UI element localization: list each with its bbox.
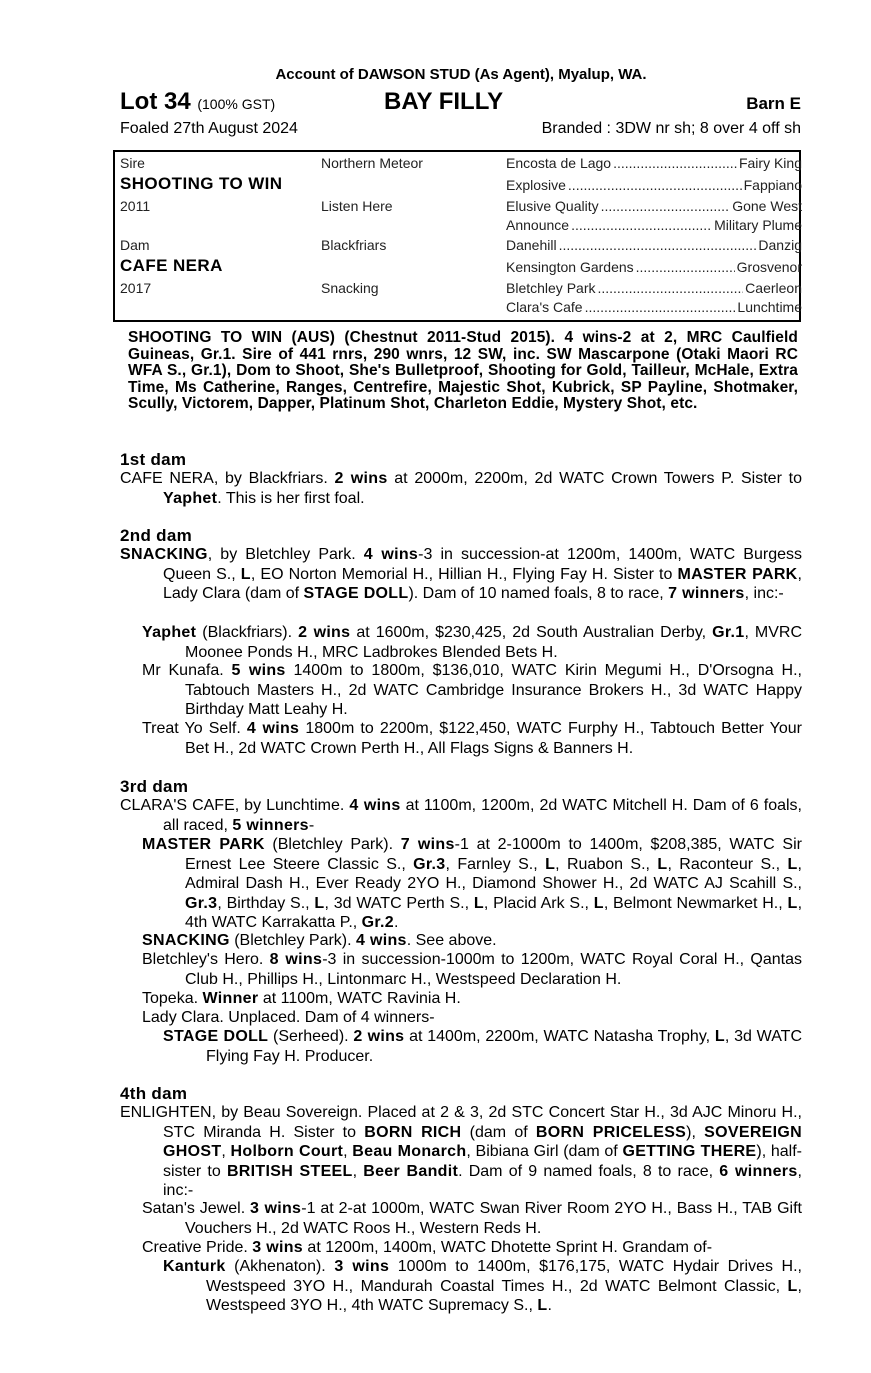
ancestor-name: Bletchley Park xyxy=(506,280,596,296)
ancestor-name: Caerleon xyxy=(745,280,802,296)
account-line: Account of DAWSON STUD (As Agent), Myalup, WA. xyxy=(275,66,647,83)
section-heading-4th-dam: 4th dam xyxy=(120,1084,188,1103)
ancestor-name: Fappiano xyxy=(743,177,802,193)
progeny-entry: Treat Yo Self. 4 wins 1800m to 2200m, $122,450, WATC Furphy H., Tabtouch Better Your Bet H., 2d WATC Crown Perth H., All Flags Signs & Banners H. xyxy=(142,720,803,757)
pedigree-table xyxy=(113,150,801,322)
dam-sire: Blackfriars xyxy=(321,237,387,253)
ancestor-name: Explosive xyxy=(506,177,566,193)
lot-number xyxy=(120,88,275,116)
dam3-paragraph: CLARA'S CAFE, by Lunchtime. 4 wins at 1100m, 1200m, 2d WATC Mitchell H. Dam of 6 foals, all raced, 5 winners- xyxy=(120,797,803,834)
sire-year: 2011 xyxy=(120,198,151,214)
ancestor-name: Encosta de Lago xyxy=(506,155,612,171)
ancestor-name: Elusive Quality xyxy=(506,198,599,214)
section-heading-3rd-dam: 3rd dam xyxy=(120,777,189,796)
section-heading-1st-dam: 1st dam xyxy=(120,450,187,469)
ancestor-name: Grosvenor xyxy=(736,259,802,275)
barn-label: Barn E xyxy=(746,94,801,113)
brand-description: Branded : 3DW nr sh; 8 over 4 off sh xyxy=(541,120,801,137)
ancestor-row xyxy=(506,259,802,275)
sire-label: Sire xyxy=(120,155,145,171)
sire-sire: Northern Meteor xyxy=(321,155,423,171)
progeny-entry: Topeka. Winner at 1100m, WATC Ravinia H. xyxy=(142,990,461,1007)
ancestor-row xyxy=(506,280,802,296)
sire-summary: SHOOTING TO WIN (AUS) (Chestnut 2011-Stud 2015). 4 wins-2 at 2, MRC Caulfield Guineas, Gr.1. Sire of 441 rnrs, 290 wnrs, 12 SW, inc. SW Mascarpone (Otaki Maori RC WFA S., Gr.1), Dom to Shoot, She's Bulletproof, Shooting for Gold, Tailleur, McHale, Extra Time, Ms Catherine, Ranges, Centrefire, Majestic Shot, Kubrick, SP Payline, Shotmaker, Scully, Victorem, Dapper, Platinum Shot, Charleton Eddie, Mystery Shot, etc. xyxy=(128,329,798,412)
progeny-entry: MASTER PARK (Bletchley Park). 7 wins-1 at 2-1000m to 1400m, $208,385, WATC Sir Ernest Lee Steere Classic S., Gr.3, Farnley S., L, Ruabon S., L, Raconteur S., L, Admiral Dash H., Ever Ready 2YO H., Diamond Shower H., 2d WATC AJ Scahill S., Gr.3, Birthday S., L, 3d WATC Perth S., L, Placid Ark S., L, Belmont Newmarket H., L, 4th WATC Karrakatta P., Gr.2. xyxy=(142,836,803,931)
dam-name: CAFE NERA xyxy=(120,256,223,275)
ancestor-row xyxy=(506,237,802,253)
dam2-paragraph: SNACKING, by Bletchley Park. 4 wins-3 in succession-at 1200m, 1400m, WATC Burgess Queen S., L, EO Norton Memorial H., Hillian H., Flying Fay H. Sister to MASTER PARK, Lady Clara (dam of STAGE DOLL). Dam of 10 named foals, 8 to race, 7 winners, inc:- xyxy=(120,546,802,602)
progeny-entry: Creative Pride. 3 wins at 1200m, 1400m, WATC Dhotette Sprint H. Grandam of- xyxy=(142,1239,713,1256)
ancestor-name: Clara's Cafe xyxy=(506,299,583,315)
ancestor-name: Gone West xyxy=(732,198,802,214)
section-heading-2nd-dam: 2nd dam xyxy=(120,526,193,545)
ancestor-row xyxy=(506,299,802,315)
ancestor-row xyxy=(506,217,802,233)
grandprogeny-entry: STAGE DOLL (Serheed). 2 wins at 1400m, 2200m, WATC Natasha Trophy, L, 3d WATC Flying Fay H. Producer. xyxy=(163,1028,802,1065)
gst-note: (100% GST) xyxy=(197,96,276,112)
dam1-paragraph: CAFE NERA, by Blackfriars. 2 wins at 2000m, 2200m, 2d WATC Crown Towers P. Sister to Yaphet. This is her first foal. xyxy=(120,470,802,507)
progeny-entry: Satan's Jewel. 3 wins-1 at 2-at 1000m, WATC Swan River Room 2YO H., Bass H., TAB Gift Vouchers H., 2d WATC Roos H., Western Reds H. xyxy=(142,1200,802,1237)
ancestor-row xyxy=(506,177,802,193)
dam-dam: Snacking xyxy=(321,280,379,296)
ancestor-name: Danehill xyxy=(506,237,557,253)
ancestor-name: Kensington Gardens xyxy=(506,259,634,275)
dam4-paragraph: ENLIGHTEN, by Beau Sovereign. Placed at 2 & 3, 2d STC Concert Star H., 3d AJC Minoru H., STC Miranda H. Sister to BORN RICH (dam of BORN PRICELESS), SOVEREIGN GHOST, Holborn Court, Beau Monarch, Bibiana Girl (dam of GETTING THERE), half-sister to BRITISH STEEL, Beer Bandit. Dam of 9 named foals, 8 to race, 6 winners, inc:- xyxy=(120,1104,803,1199)
ancestor-name: Danzig xyxy=(758,237,802,253)
ancestor-name: Fairy King xyxy=(738,155,802,171)
dam-label: Dam xyxy=(120,237,150,253)
progeny-entry: Mr Kunafa. 5 wins 1400m to 1800m, $136,010, WATC Kirin Megumi H., D'Orsogna H., Tabtouch Masters H., 2d WATC Cambridge Insurance Brokers H., 3d WATC Happy Birthday Matt Leahy H. xyxy=(142,662,802,718)
ancestor-name: Announce xyxy=(506,217,570,233)
dam-year: 2017 xyxy=(120,280,152,296)
sire-name: SHOOTING TO WIN xyxy=(120,174,283,193)
sire-dam: Listen Here xyxy=(321,198,393,214)
ancestor-name: Lunchtime xyxy=(737,299,802,315)
progeny-entry: SNACKING (Bletchley Park). 4 wins. See above. xyxy=(142,932,497,949)
progeny-entry: Lady Clara. Unplaced. Dam of 4 winners- xyxy=(142,1009,435,1026)
ancestor-row xyxy=(506,155,802,171)
lot-label: Lot 34 xyxy=(120,88,191,115)
progeny-entry: Bletchley's Hero. 8 wins-3 in succession-1000m to 1200m, WATC Royal Coral H., Qantas Club H., Phillips H., Lintonmarc H., Westspeed Declaration H. xyxy=(142,951,802,988)
foaled-date: Foaled 27th August 2024 xyxy=(120,120,298,137)
sex-colour: BAY FILLY xyxy=(384,88,504,115)
ancestor-name: Military Plume xyxy=(714,217,802,233)
progeny-entry: Yaphet (Blackfriars). 2 wins at 1600m, $230,425, 2d South Australian Derby, Gr.1, MVRC Moonee Ponds H., MRC Ladbrokes Blended Bets H. xyxy=(142,624,803,661)
ancestor-row xyxy=(506,198,802,214)
grandprogeny-entry: Kanturk (Akhenaton). 3 wins 1000m to 1400m, $176,175, WATC Hydair Drives H., Westspeed 3YO H., Mandurah Coastal Times H., 2d WATC Belmont Classic, L, Westspeed 3YO H., 4th WATC Supremacy S., L. xyxy=(163,1258,802,1314)
